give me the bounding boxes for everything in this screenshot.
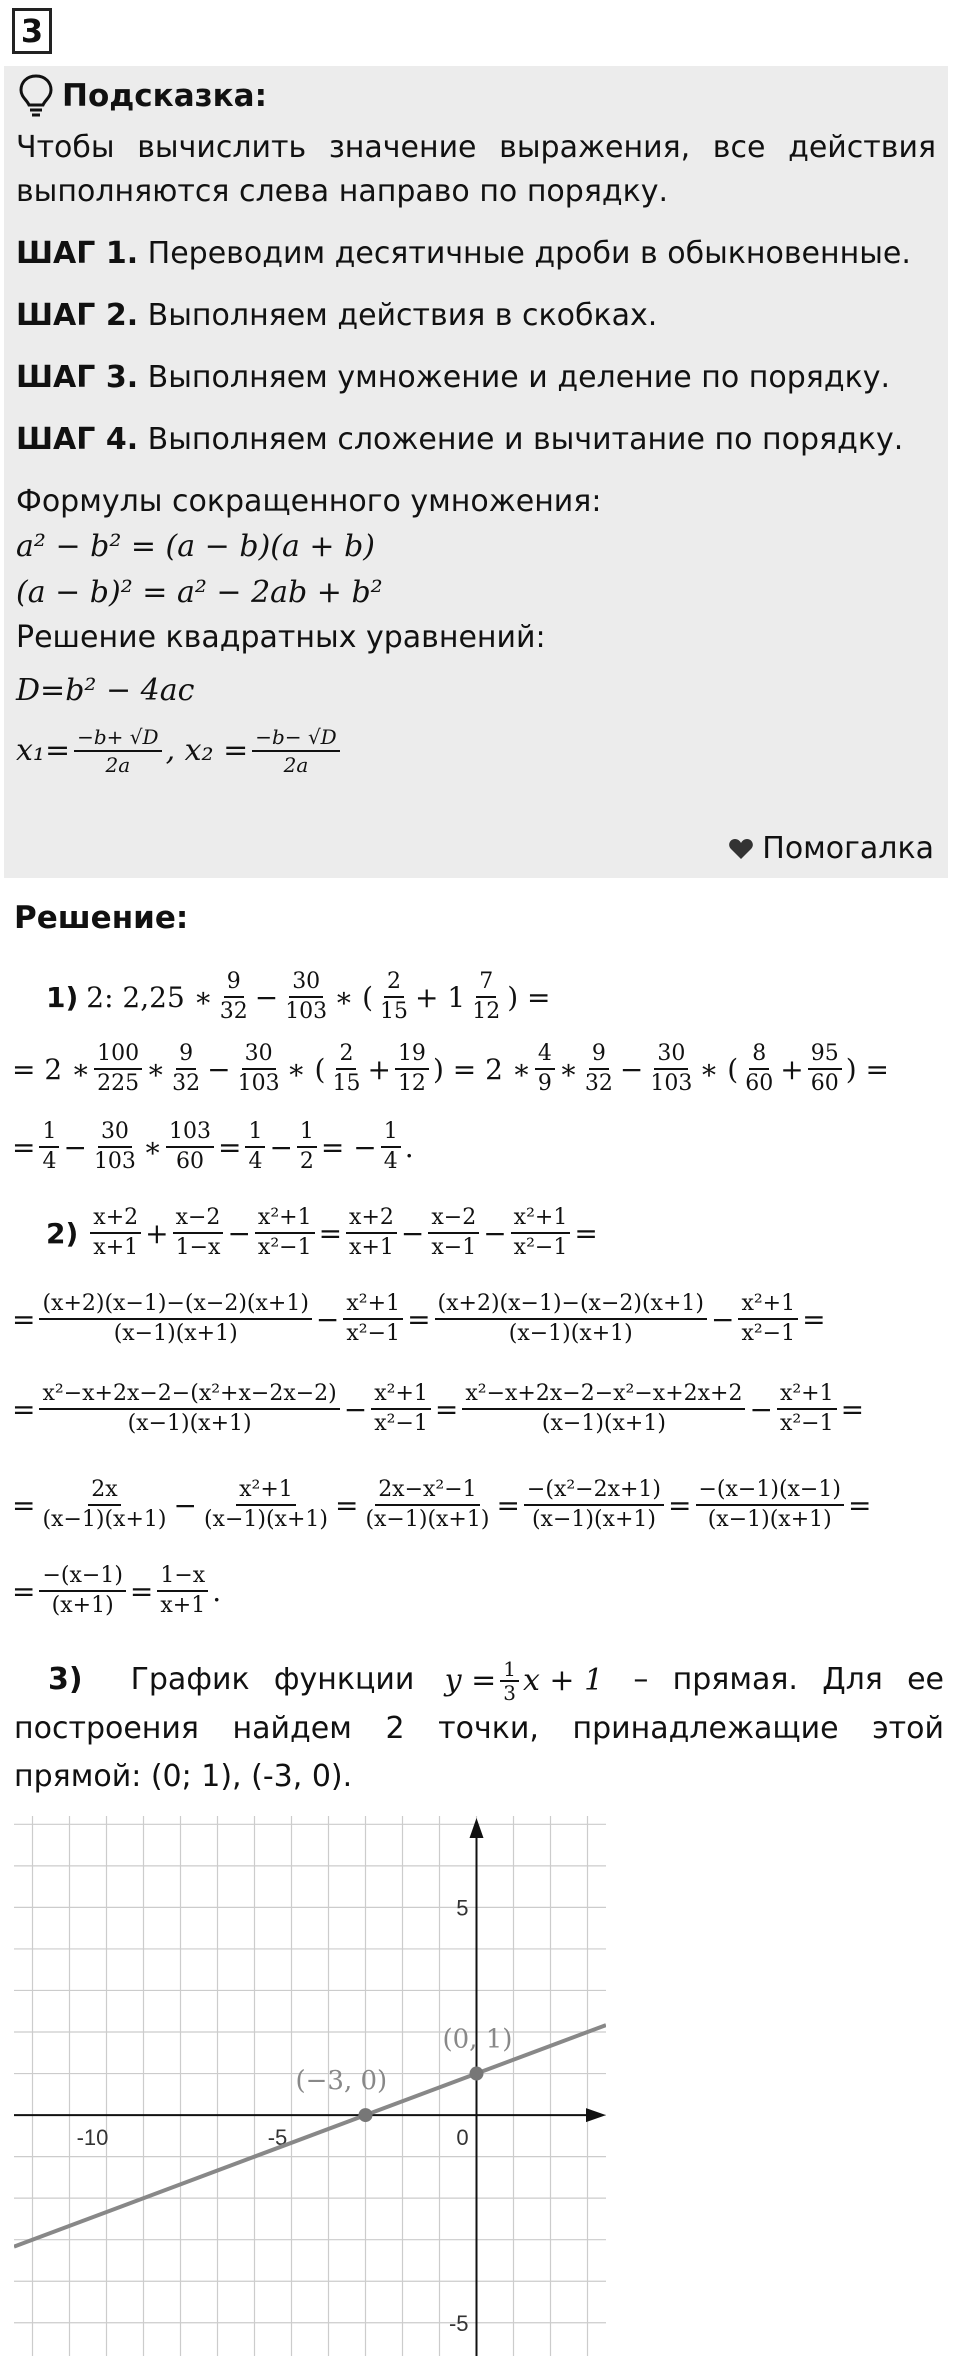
x2-numerator: −b− √D [252,724,339,752]
y-axis-arrow [470,1818,484,1838]
part2-line5: = $\frac{-(x-1)}{(x+1)}$ = $\frac{1-x}{x+1}$ . [12,1563,222,1618]
x2-fraction [252,724,339,778]
hint-step-3 [16,356,936,400]
hint-intro: Чтобы вычислить значение выражения, все действия выполняются слева направо по порядку. [16,130,936,209]
part3-text-a: График функции [130,1662,415,1697]
x-axis-arrow [586,2108,606,2122]
brand-name: Помогалка [762,831,934,866]
function-formula: y = $\frac{1}{3}$ x + 1 [444,1656,604,1705]
step-text: Переводим десятичные дроби в обыкновенные. [147,236,911,271]
hint-step-1 [16,232,936,276]
formula-difference-of-squares: a² − b² = (a − b)(a + b) [16,529,375,564]
step-label: ШАГ 4. [16,422,139,457]
part2-line1: 2) $\frac{x+2}{x+1}$ + $\frac{x-2}{1-x}$ − $\frac{\text{x²+1}}{\text{x²−1}}$ = $\frac{x+2}{x+1}$ − $\frac{x-2}{x-1}$ − $\frac{\text{x²+1}}{\text{x²−1}}$ = [46,1205,598,1260]
step-label: ШАГ 2. [16,298,139,333]
lightbulb-icon [16,72,56,120]
x1-denominator: 2a [105,753,131,777]
task-number: 3 [12,8,52,54]
point-label: (−3, 0) [295,2066,388,2097]
x2-label: , x₂ = [165,733,249,768]
y-tick-label: 5 [456,1895,469,1921]
x-tick-label: 0 [456,2125,469,2151]
x-tick-label: -5 [267,2125,288,2151]
point-label: (0, 1) [442,2024,513,2055]
part1-line1: 1) 2: 2,25 ∗ $\frac{9}{32}$ − $\frac{30}{103}$ ∗ ( $\frac{2}{15}$ + 1 $\frac{7}{12}$ ) = [46,969,551,1024]
x1-numerator: −b+ √D [74,724,161,752]
part2-line4: = $\frac{2x}{(x-1)(x+1)}$ − $\frac{\text{x²+1}}{(x-1)(x+1)}$ = $\frac{\text{2x−x²−1}}{(x-1)(x+1)}$ = $\frac{\text{−(x²−2x+1)}}{(x-1)(x+1)}$ = $\frac{-(x-1)(x-1)}{(x-1)(x+1)}$ = [12,1477,872,1532]
hint-title: Подсказка: [62,78,267,114]
quadratic-heading: Решение квадратных уравнений: [16,620,546,655]
brand [728,831,934,866]
x1-fraction [74,724,161,778]
graph-point [359,2108,373,2122]
step-text: Выполняем умножение и деление по порядку. [147,360,890,395]
x2-denominator: 2a [283,753,309,777]
step-text: Выполняем сложение и вычитание по порядку. [147,422,904,457]
graph-point [470,2067,484,2081]
roots-formula [16,724,936,778]
hint-box [4,66,948,878]
hint-step-2 [16,294,936,338]
solution-title: Решение: [14,900,189,936]
formula-square-of-difference: (a − b)² = a² − 2ab + b² [16,575,383,610]
part3-label: 3) [48,1662,83,1697]
x1-label: x₁= [16,733,71,768]
hint-step-4 [16,418,936,462]
step-text: Выполняем действия в скобках. [147,298,658,333]
step-label: ШАГ 1. [16,236,139,271]
part3-text [14,1656,944,1801]
x-tick-label: -10 [76,2125,109,2151]
function-graph [14,1816,606,2356]
part2-line2: = $\frac{(x+2)(x-1)-(x-2)(x+1)}{(x-1)(x+1)}$ − $\frac{\text{x²+1}}{\text{x²−1}}$ = $\frac{(x+2)(x-1)-(x-2)(x+1)}{(x-1)(x+1)}$ − $\frac{\text{x²+1}}{\text{x²−1}}$ = [12,1291,826,1346]
y-tick-label: -5 [448,2310,469,2336]
part1-line2: = 2 ∗ $\frac{100}{225}$ ∗ $\frac{9}{32}$ − $\frac{30}{103}$ ∗ ( $\frac{2}{15}$ + $\frac{19}{12}$ ) = 2 ∗ $\frac{4}{9}$ ∗ $\frac{9}{32}$ − $\frac{30}{103}$ ∗ ( $\frac{8}{60}$ + $\frac{95}{60}$ ) = [12,1041,889,1096]
formulas-heading: Формулы сокращенного умножения: [16,484,602,519]
part1-label: 1) [46,980,79,1014]
discriminant-formula: D=b² − 4ac [16,673,195,708]
part3-text-b: – прямая. Для ее построения найдем 2 точки, принадлежащие этой прямой: (0; 1), (-3, 0). [14,1662,944,1794]
part1-line3: = $\frac{1}{4}$ − $\frac{30}{103}$ ∗ $\frac{103}{60}$ = $\frac{1}{4}$ − $\frac{1}{2}$ = − $\frac{1}{4}$ . [12,1119,414,1174]
heart-icon [728,837,754,861]
hint-header [16,66,936,126]
part2-line3: = $\frac{\text{x²−x+2x−2−(x²+x−2x−2)}}{(x-1)(x+1)}$ − $\frac{\text{x²+1}}{\text{x²−1}}$ = $\frac{\text{x²−x+2x−2−x²−x+2x+2}}{(x-1)(x+1)}$ − $\frac{\text{x²+1}}{\text{x²−1}}$ = [12,1381,865,1436]
step-label: ШАГ 3. [16,360,139,395]
part2-label: 2) [46,1216,79,1250]
